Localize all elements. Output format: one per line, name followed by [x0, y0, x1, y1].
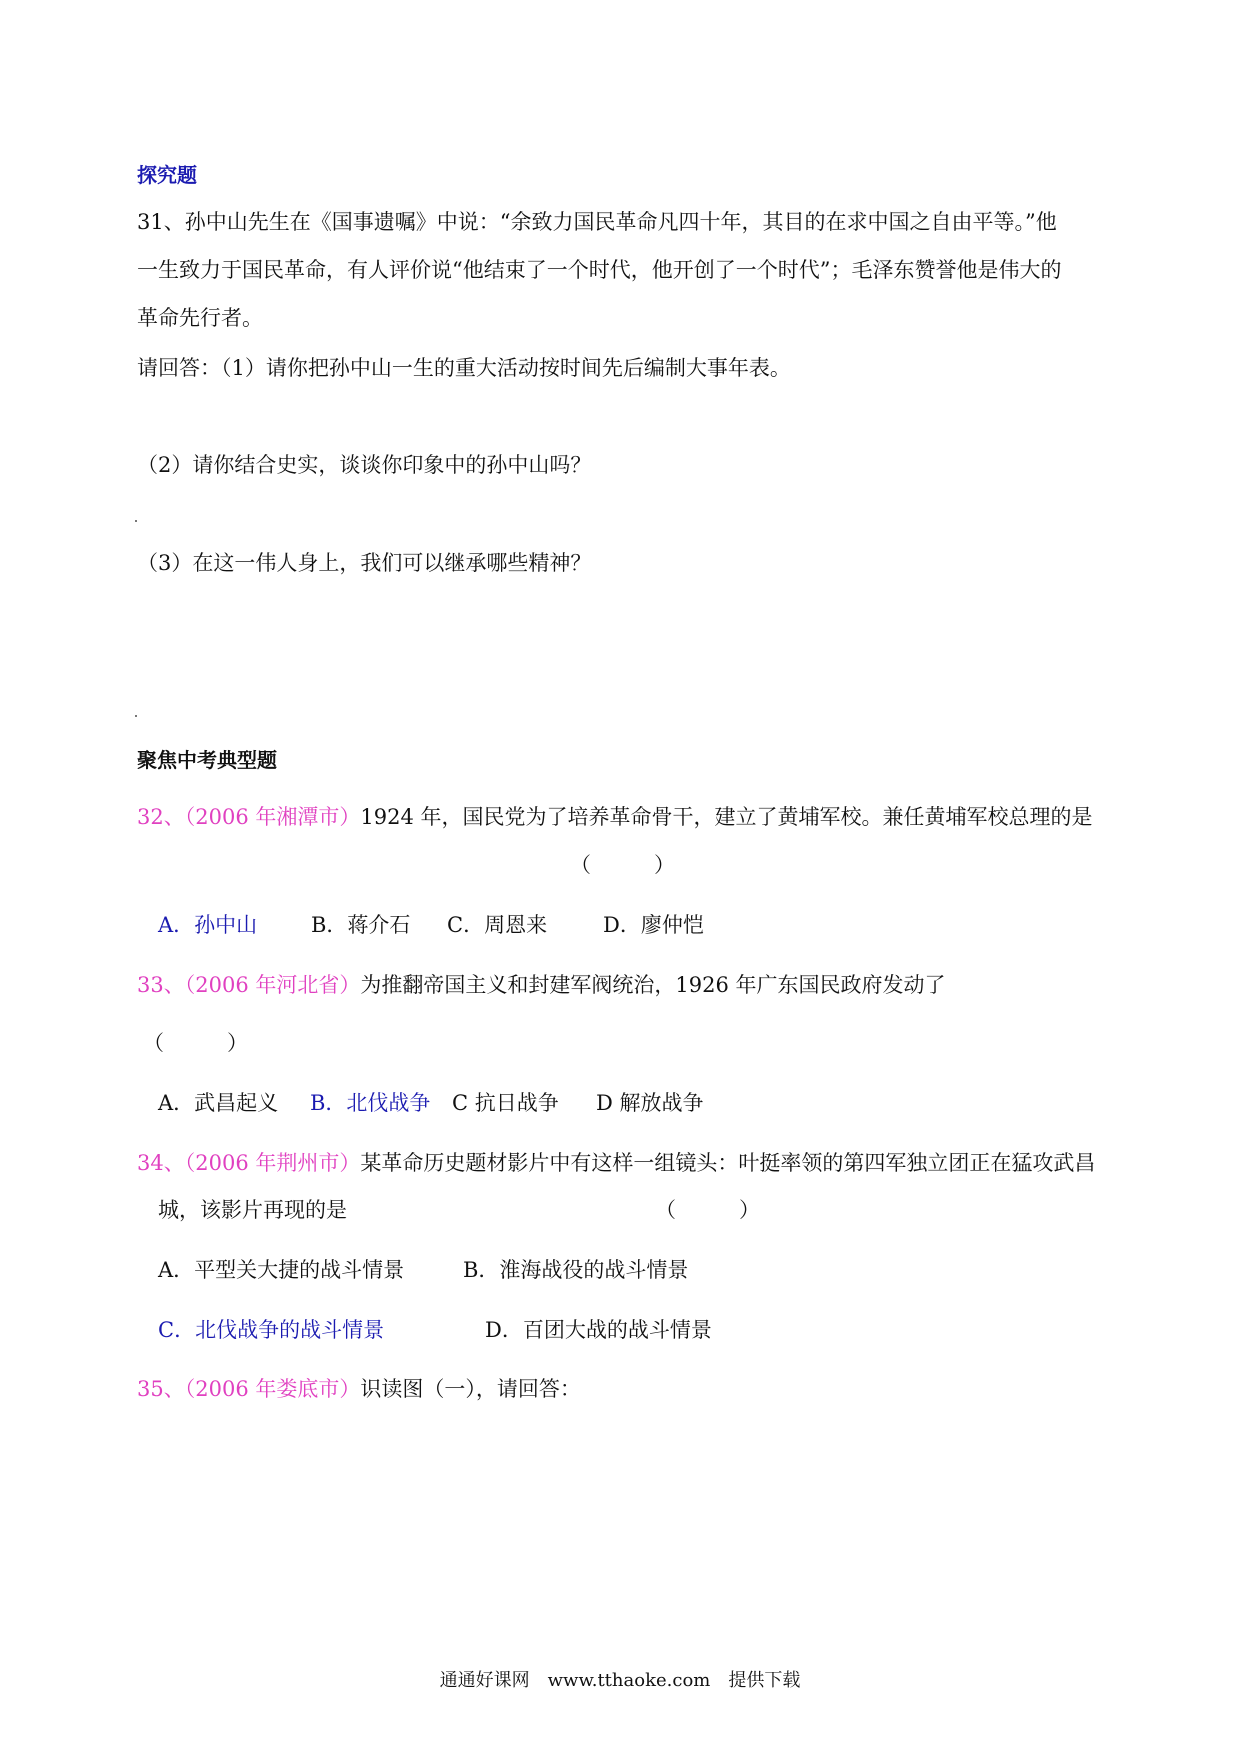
q32-option-b: B．蒋介石: [311, 913, 411, 937]
q34-source: （2006 年荆州市）: [184, 1151, 361, 1175]
q33-option-b: B．北伐战争: [310, 1091, 431, 1115]
q34-options-row1: [158, 1255, 688, 1285]
q33-option-d: D 解放战争: [596, 1091, 704, 1115]
q32-source: （2006 年湘潭市）: [184, 805, 361, 829]
q35-source: （2006 年娄底市）: [184, 1377, 361, 1401]
q33-number: 33、: [137, 973, 185, 997]
q34-text: 某革命历史题材影片中有这样一组镜头：叶挺率领的第四军独立团正在猛攻武昌: [360, 1151, 1096, 1175]
q31-line1: 31、孙中山先生在《国事遗嘱》中说：“余致力国民革命凡四十年，其目的在求中国之自由平等。”他: [137, 210, 1057, 234]
q32-option-a: A．孙中山: [158, 913, 258, 937]
q32-option-c: C．周恩来: [447, 913, 548, 937]
section-heading-inquiry: 探究题: [137, 163, 197, 187]
q31-sub1: 请回答：（1）请你把孙中山一生的重大活动按时间先后编制大事年表。: [137, 356, 791, 380]
q35-text: 识读图（一），请回答：: [360, 1377, 581, 1401]
q33-option-a: A．武昌起义: [158, 1091, 279, 1115]
q33-blank: （ ）: [143, 1031, 248, 1055]
q34-option-b: B．淮海战役的战斗情景: [463, 1258, 689, 1282]
q31-sub3: （3）在这一伟人身上，我们可以继承哪些精神？: [137, 551, 592, 575]
q33-source: （2006 年河北省）: [184, 973, 361, 997]
q33-stem: [137, 970, 945, 1000]
q32-number: 32、: [137, 805, 185, 829]
q32-stem: [137, 802, 1092, 832]
q34-option-c: C．北伐战争的战斗情景: [158, 1318, 385, 1342]
q31-line2: 一生致力于国民革命，有人评价说“他结束了一个时代，他开创了一个时代”；毛泽东赞誉他是伟大的: [137, 258, 1062, 282]
q34-option-a: A．平型关大捷的战斗情景: [158, 1258, 405, 1282]
q31-line3: 革命先行者。: [137, 306, 263, 330]
q34-option-d: D．百团大战的战斗情景: [485, 1318, 712, 1342]
q31-sub2: （2）请你结合史实，谈谈你印象中的孙中山吗？: [137, 453, 592, 477]
q32-option-d: D．廖仲恺: [603, 913, 704, 937]
q33-options: [158, 1088, 704, 1118]
q34-options-row2: [158, 1315, 712, 1345]
page-footer: 通通好课网 www.tthaoke.com 提供下载: [439, 1670, 801, 1691]
stray-dot: [135, 520, 137, 522]
q32-blank: （ ）: [570, 853, 675, 877]
section-heading-exam: 聚焦中考典型题: [137, 748, 277, 772]
q33-option-c: C 抗日战争: [452, 1091, 559, 1115]
q34-stem: [137, 1148, 1095, 1178]
q35-stem: [137, 1374, 581, 1404]
q34-blank: （ ）: [655, 1198, 760, 1222]
q33-text: 为推翻帝国主义和封建军阀统治，1926 年广东国民政府发动了: [360, 973, 946, 997]
stray-dot: [135, 715, 137, 717]
q34-number: 34、: [137, 1151, 185, 1175]
q32-text: 1924 年，国民党为了培养革命骨干，建立了黄埔军校。兼任黄埔军校总理的是: [360, 805, 1093, 829]
q35-number: 35、: [137, 1377, 185, 1401]
q34-text-line2: 城，该影片再现的是: [158, 1198, 347, 1222]
q32-options: [158, 910, 704, 940]
